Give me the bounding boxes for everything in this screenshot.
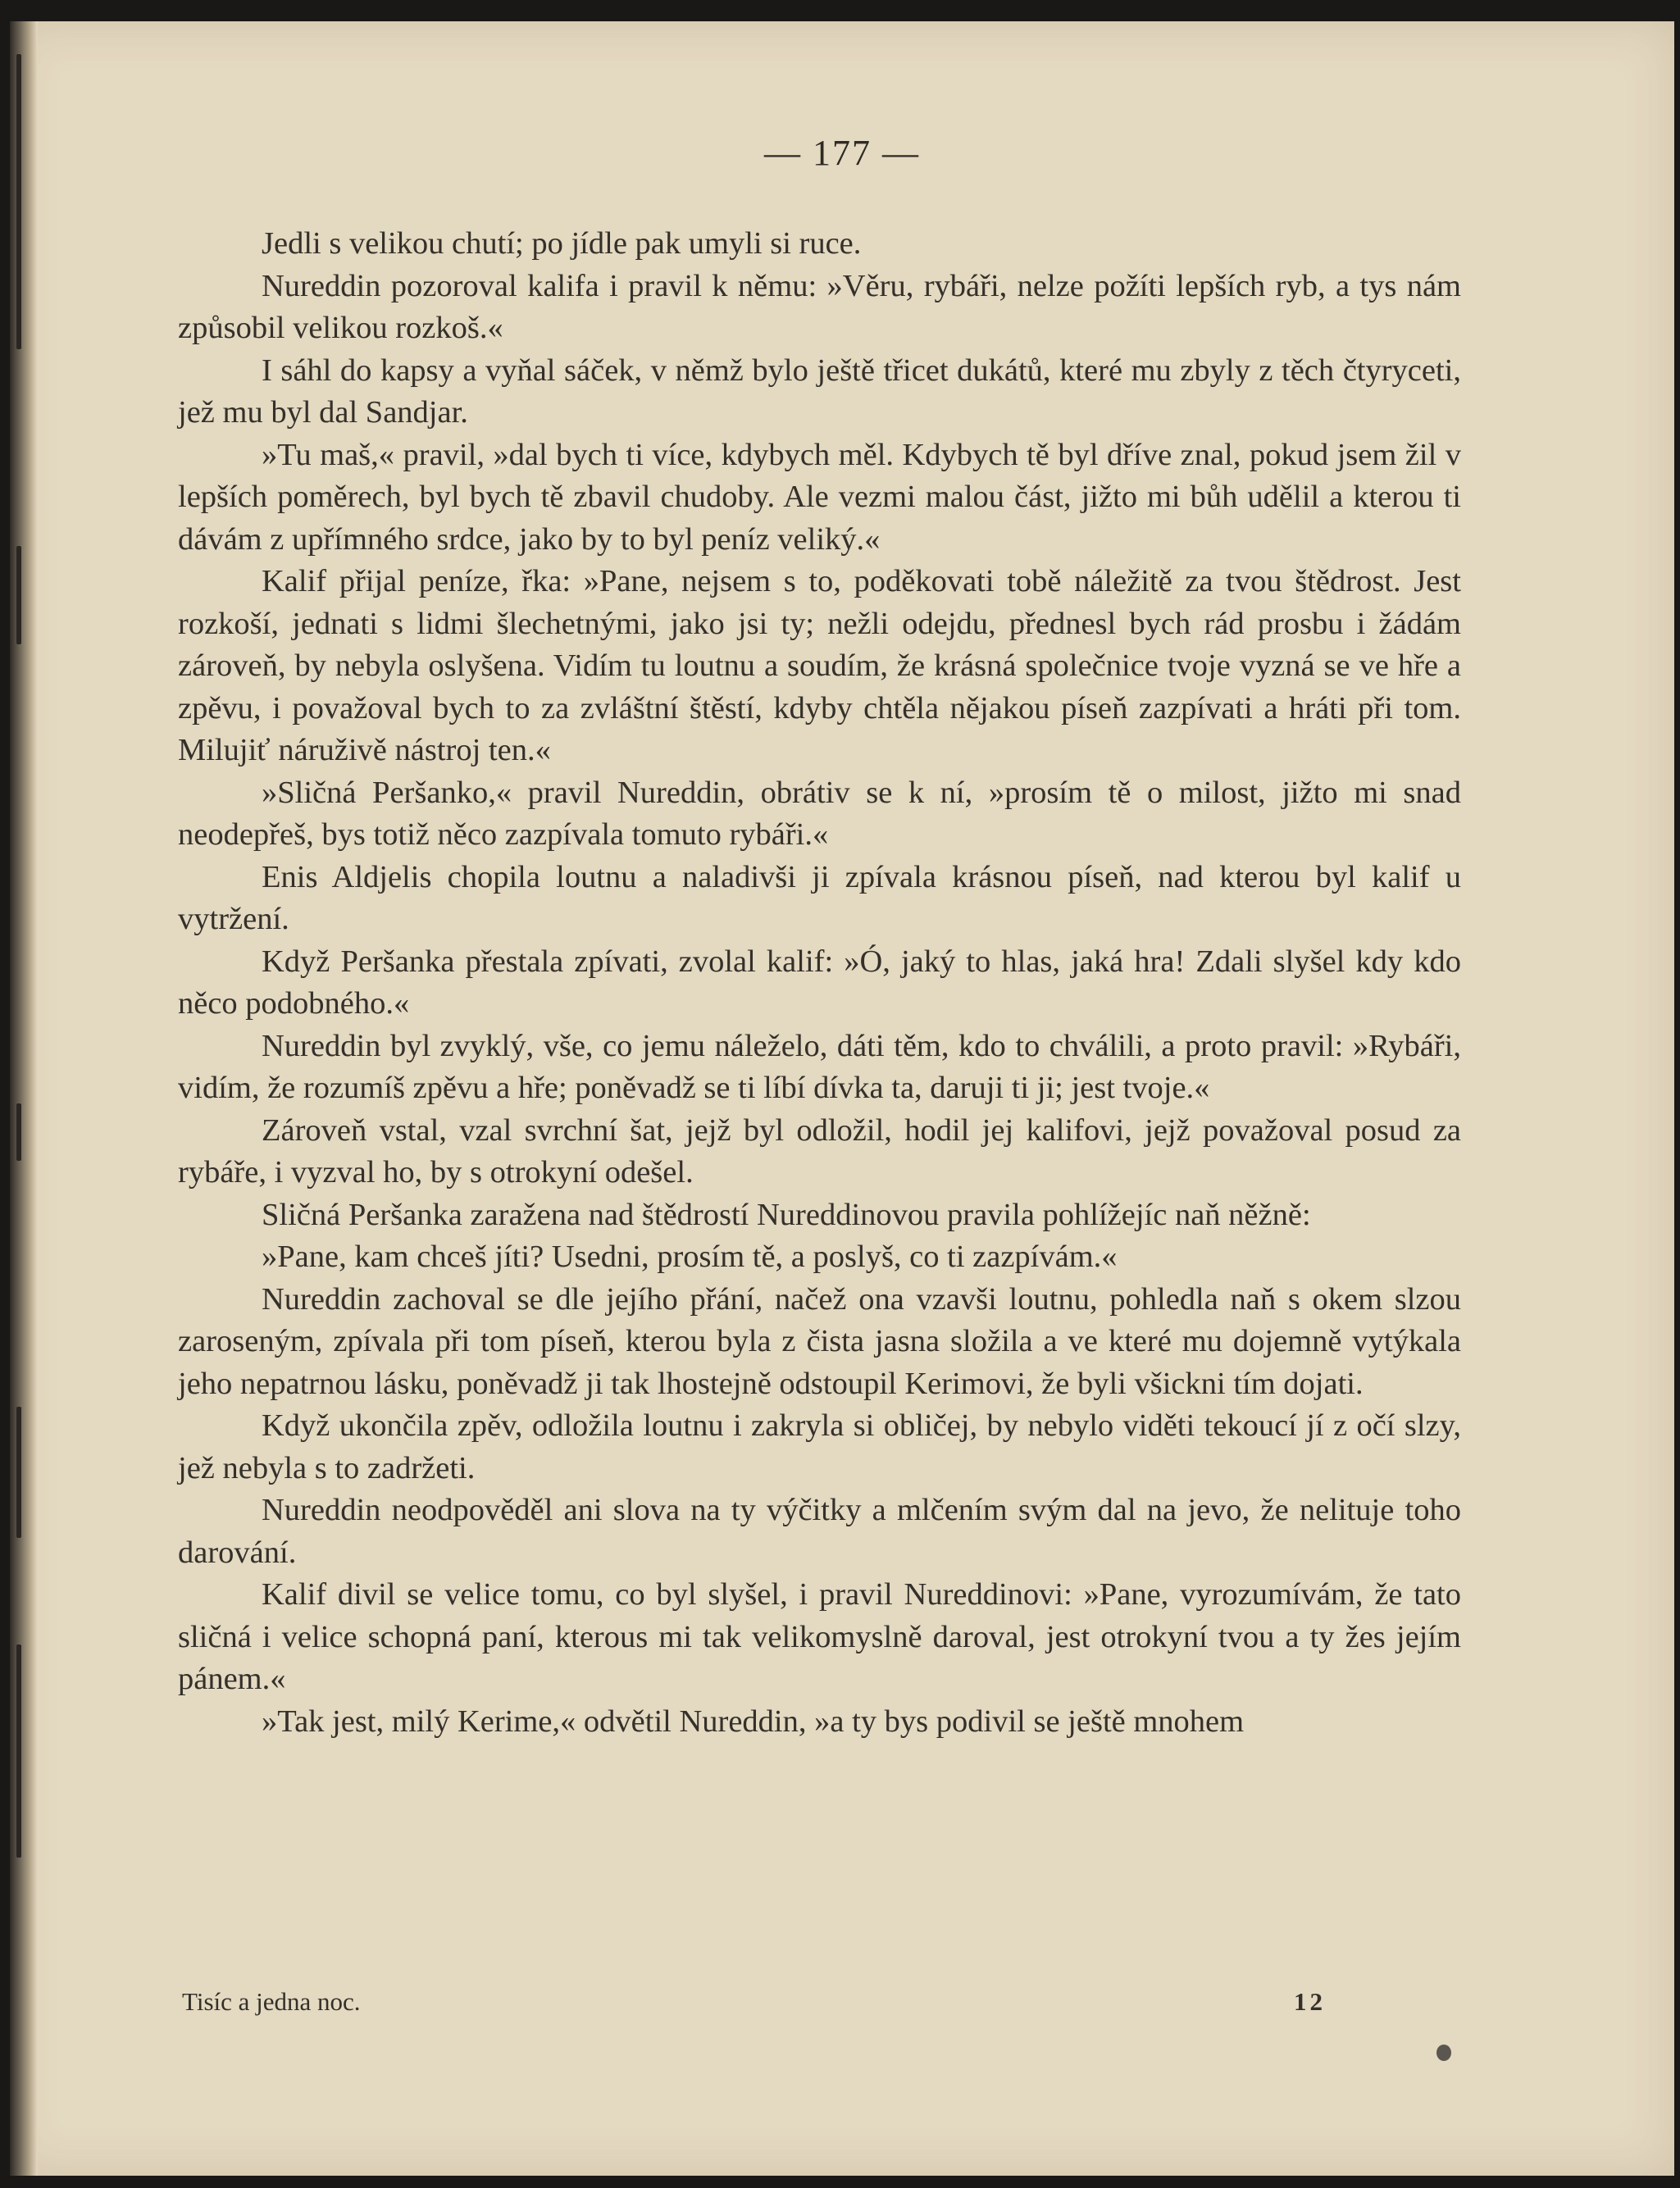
paragraph: Když ukončila zpěv, odložila loutnu i zakryla si obličej, by nebylo viděti tekoucí jí z očí slzy, jež nebyla s to zadržeti.: [178, 1408, 1461, 1485]
paragraph: »Sličná Peršanko,« pravil Nureddin, obrátiv se k ní, »prosím tě o milost, jižto mi snad neodepřeš, bys totiž něco zazpívala tomuto rybáři.«: [178, 775, 1461, 852]
body-text: [178, 223, 1461, 1743]
spine-mark: [16, 54, 21, 349]
paragraph: Kalif přijal peníze, řka: »Pane, nejsem s to, poděkovati tobě náležitě za tvou štědrost. Jest rozkoší, jednati s lidmi šlechetnými, jako jsi ty; nežli odejdu, přednesl bych rád prosbu i žádám zároveň, by nebyla oslyšena. Vidím tu loutnu a soudím, že krásná společnice tvoje vyzná se ve hře a zpěvu, i považoval bych to za zvláštní štěstí, kdyby chtěla nějakou píseň zazpívati a hráti při tom. Milujiť náruživě nástroj ten.«: [178, 564, 1461, 767]
paragraph: Nureddin byl zvyklý, vše, co jemu náleželo, dáti těm, kdo to chválili, a proto pravil: »Rybáři, vidím, že rozumíš zpěvu a hře; poněvadž se ti líbí dívka ta, daruji ti ji; jest tvoje.«: [178, 1028, 1461, 1105]
paragraph: »Tu maš,« pravil, »dal bych ti více, kdybych měl. Kdybych tě byl dříve znal, pokud jsem žil v lepších poměrech, byl bych tě zbavil chudoby. Ale vezmi malou část, jižto mi bůh udělil a kterou ti dávám z upřímného srdce, jako by to byl peníz veliký.«: [178, 437, 1461, 557]
spine-mark: [16, 546, 21, 644]
spine-mark: [16, 1407, 21, 1538]
paragraph: Sličná Peršanka zaražena nad štědrostí Nureddinovou pravila pohlížejíc naň něžně:: [262, 1197, 1311, 1232]
paragraph: Zároveň vstal, vzal svrchní šat, jejž byl odložil, hodil jej kalifovi, jejž považoval posud za rybáře, i vyzval ho, by s otrokyní odešel.: [178, 1112, 1461, 1190]
paragraph: Nureddin pozoroval kalifa i pravil k němu: »Věru, rybáři, nelze požíti lepších ryb, a tys nám způsobil velikou rozkoš.«: [178, 268, 1461, 345]
paragraph: Jedli s velikou chutí; po jídle pak umyli si ruce.: [262, 226, 862, 261]
spine-mark: [16, 1103, 21, 1161]
paragraph: I sáhl do kapsy a vyňal sáček, v němž bylo ještě třicet dukátů, které mu zbyly z těch čtyryceti, jež mu byl dal Sandjar.: [178, 353, 1461, 430]
signature-line: Tisíc a jedna noc.: [182, 1987, 361, 2016]
spine-mark: [16, 1644, 21, 1858]
paragraph: Enis Aldjelis chopila loutnu a naladivši ji zpívala krásnou píseň, nad kterou byl kalif u vytržení.: [178, 859, 1461, 936]
paragraph: Kalif divil se velice tomu, co byl slyšel, i pravil Nureddinovi: »Pane, vyrozumívám, že tato sličná i velice schopná paní, kterous mi tak velikomyslně daroval, jest otrokyní tvou a ty žes jejím pánem.«: [178, 1577, 1461, 1696]
paragraph: Nureddin zachoval se dle jejího přání, načež ona vzavši loutnu, pohledla naň s okem slzou zaroseným, zpívala při tom píseň, kterou byla z čista jasna složila a ve které mu dojemně vytýkala jeho nepatrnou lásku, poněvadž ji tak lhostejně odstoupil Kerimovi, že byli všickni tím dojati.: [178, 1281, 1461, 1401]
page-number: — 177 —: [764, 133, 920, 173]
sheet-number: 12: [1294, 1987, 1326, 2016]
paragraph: »Tak jest, milý Kerime,« odvětil Nureddin, »a ty bys podivil se ještě mnohem: [262, 1704, 1245, 1739]
book-page: [10, 21, 1674, 2176]
paragraph: »Pane, kam chceš jíti? Usedni, prosím tě, a poslyš, co ti zazpívám.«: [262, 1240, 1118, 1274]
paragraph: Když Peršanka přestala zpívati, zvolal kalif: »Ó, jaký to hlas, jaká hra! Zdali slyšel kdy kdo něco podobného.«: [178, 944, 1461, 1021]
book-spine-shadow: [10, 21, 38, 2176]
paragraph: Nureddin neodpověděl ani slova na ty výčitky a mlčením svým dal na jevo, že nelituje toho darování.: [178, 1493, 1461, 1570]
ink-blot: [1436, 2045, 1451, 2061]
